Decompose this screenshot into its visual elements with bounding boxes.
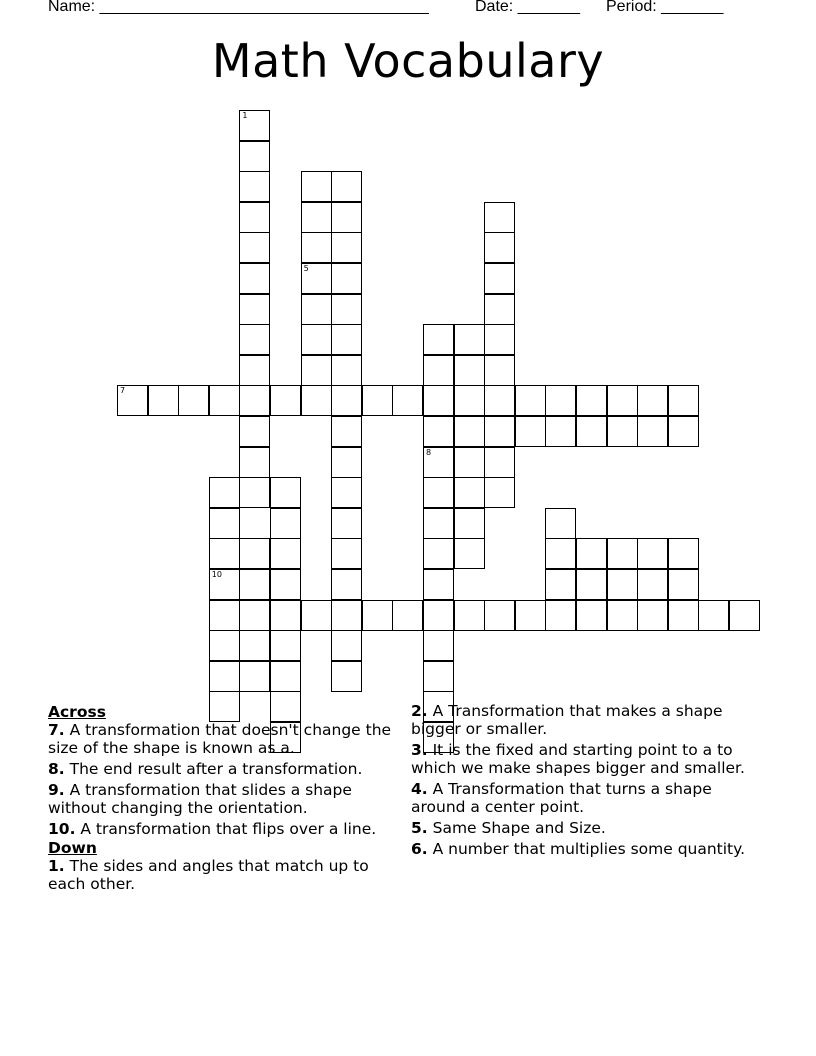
crossword-cell[interactable] bbox=[545, 600, 576, 631]
crossword-cell[interactable] bbox=[301, 202, 332, 233]
clue-text: It is the fixed and starting point to a to which we make shapes bigger and smaller. bbox=[411, 741, 745, 777]
crossword-cell[interactable] bbox=[423, 477, 454, 508]
crossword-cell[interactable] bbox=[209, 385, 240, 416]
clue-item bbox=[411, 741, 761, 777]
crossword-cell[interactable] bbox=[576, 600, 607, 631]
crossword-cell[interactable] bbox=[637, 538, 668, 569]
crossword-cell[interactable] bbox=[545, 538, 576, 569]
crossword-cell[interactable] bbox=[576, 416, 607, 447]
crossword-cell[interactable] bbox=[209, 600, 240, 631]
clue-number: 7. bbox=[48, 721, 65, 739]
clue-number: 1. bbox=[48, 857, 65, 875]
crossword-cell[interactable] bbox=[239, 294, 270, 325]
crossword-cell[interactable] bbox=[239, 385, 270, 416]
crossword-cell[interactable] bbox=[454, 477, 485, 508]
crossword-cell[interactable] bbox=[209, 630, 240, 661]
crossword-cell[interactable] bbox=[545, 416, 576, 447]
clue-text: A transformation that flips over a line. bbox=[75, 820, 377, 838]
clue-number: 3. bbox=[411, 741, 428, 759]
page-title: Math Vocabulary bbox=[211, 34, 605, 88]
crossword-cell[interactable] bbox=[239, 447, 270, 478]
crossword-cell[interactable] bbox=[331, 477, 362, 508]
crossword-cell[interactable] bbox=[668, 569, 699, 600]
clue-number: 8. bbox=[48, 760, 65, 778]
crossword-cell[interactable] bbox=[423, 355, 454, 386]
across-heading: Across bbox=[48, 703, 106, 721]
crossword-cell[interactable] bbox=[668, 538, 699, 569]
crossword-cell[interactable] bbox=[239, 630, 270, 661]
crossword-cell[interactable] bbox=[270, 508, 301, 539]
crossword-cell[interactable] bbox=[331, 385, 362, 416]
crossword-cell[interactable] bbox=[484, 232, 515, 263]
crossword-cell[interactable] bbox=[331, 232, 362, 263]
crossword-cell[interactable] bbox=[301, 294, 332, 325]
crossword-cell[interactable] bbox=[270, 630, 301, 661]
name-field: Name: _____________________________________ bbox=[48, 0, 429, 15]
down-clue-list-left bbox=[48, 857, 398, 893]
crossword-cell[interactable] bbox=[545, 385, 576, 416]
crossword-cell[interactable] bbox=[668, 416, 699, 447]
crossword-cell[interactable] bbox=[484, 600, 515, 631]
crossword-cell[interactable] bbox=[454, 508, 485, 539]
clue-item bbox=[411, 702, 761, 738]
crossword-cell[interactable] bbox=[331, 508, 362, 539]
clue-item bbox=[48, 721, 398, 757]
crossword-cell[interactable] bbox=[331, 630, 362, 661]
crossword-cell[interactable] bbox=[301, 171, 332, 202]
crossword-cell[interactable] bbox=[423, 661, 454, 692]
crossword-cell[interactable] bbox=[148, 385, 179, 416]
clue-text: A Transformation that turns a shape around a center point. bbox=[411, 780, 712, 816]
crossword-cell[interactable] bbox=[576, 569, 607, 600]
crossword-cell[interactable] bbox=[301, 263, 332, 294]
clue-text: A transformation that doesn't change the size of the shape is known as a. bbox=[48, 721, 392, 757]
clue-number: 2. bbox=[411, 702, 428, 720]
crossword-cell[interactable] bbox=[331, 447, 362, 478]
crossword-cell[interactable] bbox=[423, 600, 454, 631]
crossword-cell[interactable] bbox=[239, 232, 270, 263]
crossword-cell[interactable] bbox=[423, 447, 454, 478]
clue-item bbox=[411, 840, 761, 858]
crossword-cell[interactable] bbox=[729, 600, 760, 631]
crossword-cell[interactable] bbox=[484, 477, 515, 508]
crossword-cell[interactable] bbox=[454, 416, 485, 447]
crossword-cell[interactable] bbox=[331, 202, 362, 233]
crossword-cell[interactable] bbox=[423, 385, 454, 416]
crossword-cell[interactable] bbox=[607, 600, 638, 631]
crossword-cell[interactable] bbox=[301, 355, 332, 386]
crossword-cell[interactable] bbox=[239, 569, 270, 600]
clue-text: A Transformation that makes a shape bigger or smaller. bbox=[411, 702, 723, 738]
period-field: Period: _______ bbox=[606, 0, 724, 15]
crossword-cell[interactable] bbox=[576, 385, 607, 416]
clue-number: 5. bbox=[411, 819, 428, 837]
crossword-cell[interactable] bbox=[239, 661, 270, 692]
crossword-cell[interactable] bbox=[698, 600, 729, 631]
crossword-cell[interactable] bbox=[239, 416, 270, 447]
crossword-cell[interactable] bbox=[270, 385, 301, 416]
crossword-cell[interactable] bbox=[239, 600, 270, 631]
crossword-cell[interactable] bbox=[392, 600, 423, 631]
crossword-cell[interactable] bbox=[637, 385, 668, 416]
clue-number: 6. bbox=[411, 840, 428, 858]
crossword-cell[interactable] bbox=[545, 508, 576, 539]
crossword-cell[interactable] bbox=[209, 508, 240, 539]
crossword-cell[interactable] bbox=[301, 600, 332, 631]
crossword-cell[interactable] bbox=[423, 416, 454, 447]
crossword-cell[interactable] bbox=[668, 600, 699, 631]
clue-number-label: 8 bbox=[426, 447, 432, 457]
crossword-cell[interactable] bbox=[331, 324, 362, 355]
clue-text: Same Shape and Size. bbox=[427, 819, 606, 837]
crossword-cell[interactable] bbox=[331, 294, 362, 325]
clue-item bbox=[48, 760, 398, 778]
clue-text: A transformation that slides a shape without changing the orientation. bbox=[48, 781, 352, 817]
crossword-cell[interactable] bbox=[270, 538, 301, 569]
crossword-cell[interactable] bbox=[484, 447, 515, 478]
crossword-cell[interactable] bbox=[331, 171, 362, 202]
crossword-cell[interactable] bbox=[362, 385, 393, 416]
crossword-cell[interactable] bbox=[484, 294, 515, 325]
clue-item bbox=[411, 819, 761, 837]
clues-left-column bbox=[48, 702, 398, 896]
crossword-cell[interactable] bbox=[454, 538, 485, 569]
crossword-cell[interactable] bbox=[515, 416, 546, 447]
clue-text: A number that multiplies some quantity. bbox=[427, 840, 746, 858]
crossword-cell[interactable] bbox=[454, 447, 485, 478]
crossword-cell[interactable] bbox=[607, 416, 638, 447]
crossword-cell[interactable] bbox=[423, 324, 454, 355]
crossword-cell[interactable] bbox=[423, 508, 454, 539]
clue-number-label: 10 bbox=[211, 570, 222, 579]
crossword-cell[interactable] bbox=[454, 324, 485, 355]
crossword-cell[interactable] bbox=[484, 263, 515, 294]
crossword-cell[interactable] bbox=[209, 661, 240, 692]
crossword-cell[interactable] bbox=[239, 538, 270, 569]
crossword-cell[interactable] bbox=[454, 355, 485, 386]
crossword-cell[interactable] bbox=[423, 569, 454, 600]
crossword-cell[interactable] bbox=[331, 569, 362, 600]
crossword-cell[interactable] bbox=[484, 416, 515, 447]
crossword-cell[interactable] bbox=[484, 355, 515, 386]
crossword-cell[interactable] bbox=[178, 385, 209, 416]
crossword-cell[interactable] bbox=[484, 202, 515, 233]
crossword-cell[interactable] bbox=[637, 600, 668, 631]
clue-number: 9. bbox=[48, 781, 65, 799]
clue-number: 4. bbox=[411, 780, 428, 798]
crossword-cell[interactable] bbox=[668, 385, 699, 416]
crossword-cell[interactable] bbox=[239, 355, 270, 386]
crossword-cell[interactable] bbox=[607, 538, 638, 569]
clues-right-column bbox=[411, 702, 761, 861]
crossword-cell[interactable] bbox=[239, 324, 270, 355]
crossword-cell[interactable] bbox=[392, 385, 423, 416]
crossword-cell[interactable] bbox=[331, 661, 362, 692]
clue-text: The sides and angles that match up to each other. bbox=[48, 857, 369, 893]
crossword-cell[interactable] bbox=[331, 355, 362, 386]
crossword-cell[interactable] bbox=[117, 385, 148, 416]
crossword-cell[interactable] bbox=[239, 477, 270, 508]
crossword-cell[interactable] bbox=[454, 385, 485, 416]
crossword-cell[interactable] bbox=[270, 600, 301, 631]
crossword-cell[interactable] bbox=[454, 600, 485, 631]
crossword-cell[interactable] bbox=[545, 569, 576, 600]
crossword-cell[interactable] bbox=[209, 538, 240, 569]
crossword-cell[interactable] bbox=[515, 600, 546, 631]
crossword-cell[interactable] bbox=[484, 324, 515, 355]
crossword-cell[interactable] bbox=[239, 202, 270, 233]
clue-item bbox=[48, 781, 398, 817]
crossword-cell[interactable] bbox=[484, 385, 515, 416]
clue-item bbox=[48, 857, 398, 893]
crossword-cell[interactable] bbox=[270, 477, 301, 508]
down-heading: Down bbox=[48, 839, 97, 857]
clue-number-label: 7 bbox=[120, 386, 126, 396]
clue-text: The end result after a transformation. bbox=[64, 760, 363, 778]
crossword-cell[interactable] bbox=[239, 110, 270, 141]
crossword-cell[interactable] bbox=[301, 232, 332, 263]
crossword-cell[interactable] bbox=[331, 263, 362, 294]
crossword-cell[interactable] bbox=[301, 324, 332, 355]
clue-number: 10. bbox=[48, 820, 76, 838]
crossword-cell[interactable] bbox=[607, 385, 638, 416]
down-clue-list-right bbox=[411, 702, 761, 858]
crossword-cell[interactable] bbox=[423, 630, 454, 661]
crossword-cell[interactable] bbox=[239, 141, 270, 172]
crossword-cell[interactable] bbox=[576, 538, 607, 569]
crossword-cell[interactable] bbox=[423, 538, 454, 569]
clue-number-label: 1 bbox=[242, 111, 248, 120]
crossword-cell[interactable] bbox=[209, 569, 240, 600]
clue-item bbox=[411, 780, 761, 816]
clue-number-label: 5 bbox=[303, 264, 309, 273]
crossword-cell[interactable] bbox=[239, 171, 270, 202]
crossword-cell[interactable] bbox=[331, 600, 362, 631]
crossword-cell[interactable] bbox=[301, 385, 332, 416]
crossword-cell[interactable] bbox=[607, 569, 638, 600]
crossword-cell[interactable] bbox=[362, 600, 393, 631]
across-clue-list bbox=[48, 721, 398, 838]
date-field: Date: _______ bbox=[475, 0, 580, 15]
crossword-cell[interactable] bbox=[239, 263, 270, 294]
crossword-cell[interactable] bbox=[270, 661, 301, 692]
clue-item bbox=[48, 820, 398, 838]
crossword-cell[interactable] bbox=[331, 416, 362, 447]
crossword-cell[interactable] bbox=[331, 538, 362, 569]
crossword-cell[interactable] bbox=[637, 569, 668, 600]
crossword-cell[interactable] bbox=[637, 416, 668, 447]
crossword-cell[interactable] bbox=[270, 569, 301, 600]
crossword-cell[interactable] bbox=[515, 385, 546, 416]
crossword-cell[interactable] bbox=[209, 477, 240, 508]
